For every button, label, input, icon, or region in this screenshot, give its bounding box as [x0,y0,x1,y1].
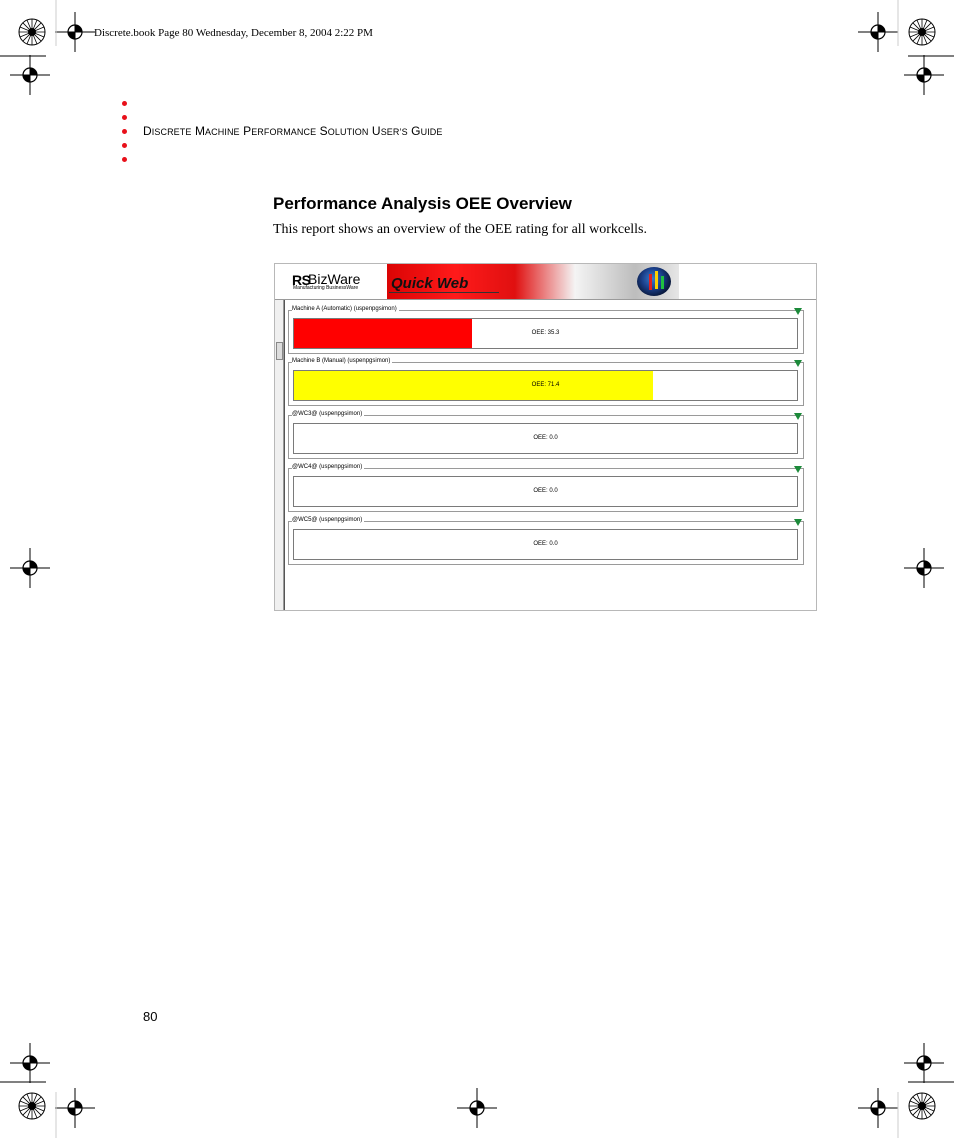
brand-logo-bizware: BizWare [308,271,361,287]
brand-logo-rs: RS [292,272,311,288]
starburst-bottom-right [909,1093,935,1119]
margin-bullet [122,143,127,148]
crosshair-left-top [10,55,50,95]
workcell-panel [288,306,804,354]
globe-icon [637,267,671,296]
workcell-panel [288,411,804,459]
workcell-label: Machine A (Automatic) (uspenpgsimon) [292,306,397,312]
product-name: Quick Web [391,275,469,292]
crosshair-bottom-center [457,1088,497,1128]
workcell-panel [288,517,804,565]
workcell-label: @WC5@ (uspenpgsimon) [292,517,363,523]
crosshair-right-mid [904,548,944,588]
page-number: 80 [143,1009,158,1024]
section-title: Performance Analysis OEE Overview [273,194,572,213]
crosshair-right-bottom [904,1043,944,1083]
filter-icon[interactable] [794,308,802,315]
oee-bar [293,476,798,507]
oee-value: OEE: 0.0 [533,488,558,494]
oee-value: OEE: 35.3 [531,330,560,336]
section-body-text: This report shows an overview of the OEE rating for all workcells. [273,222,648,237]
workcell-label: @WC4@ (uspenpgsimon) [292,464,363,470]
filter-icon[interactable] [794,360,802,367]
margin-bullet [122,101,127,106]
crosshair-right-top [904,55,944,95]
app-banner [275,264,816,300]
starburst-top-left [19,19,45,45]
workcell-panel [288,464,804,512]
starburst-top-right [909,19,935,45]
margin-bullet [122,129,127,134]
oee-overview-screenshot [274,263,817,611]
brand-subtitle: Manufacturing BusinessWare [293,285,359,291]
oee-value: OEE: 0.0 [533,541,558,547]
oee-bar [293,318,798,349]
workcell-label: @WC3@ (uspenpgsimon) [292,411,363,417]
oee-bar [293,529,798,560]
crosshair-bottom-2 [858,1088,898,1128]
nav-collapse-tab[interactable] [276,342,283,360]
oee-value: OEE: 71.4 [531,382,560,388]
running-title: DISCRETE MACHINE PERFORMANCE SOLUTION USER’S GUIDE [143,124,443,138]
oee-bar [293,423,798,454]
crosshair-top-2 [858,12,898,52]
left-nav-frame [275,300,284,611]
filter-icon[interactable] [794,413,802,420]
crosshair-left-mid [10,548,50,588]
filter-icon[interactable] [794,466,802,473]
margin-bullet [122,115,127,120]
oee-value: OEE: 0.0 [533,435,558,441]
workcell-panel [288,358,804,406]
crosshair-left-bottom [10,1043,50,1083]
workcell-label: Machine B (Manual) (uspenpgsimon) [292,358,391,364]
filter-icon[interactable] [794,519,802,526]
book-header-line: Discrete.book Page 80 Wednesday, December 8, 2004 2:22 PM [94,27,373,39]
starburst-bottom-left [19,1093,45,1119]
crosshair-bottom-1 [55,1088,95,1128]
crosshair-top-1 [55,12,95,52]
oee-bar [293,370,798,401]
margin-bullet [122,157,127,162]
